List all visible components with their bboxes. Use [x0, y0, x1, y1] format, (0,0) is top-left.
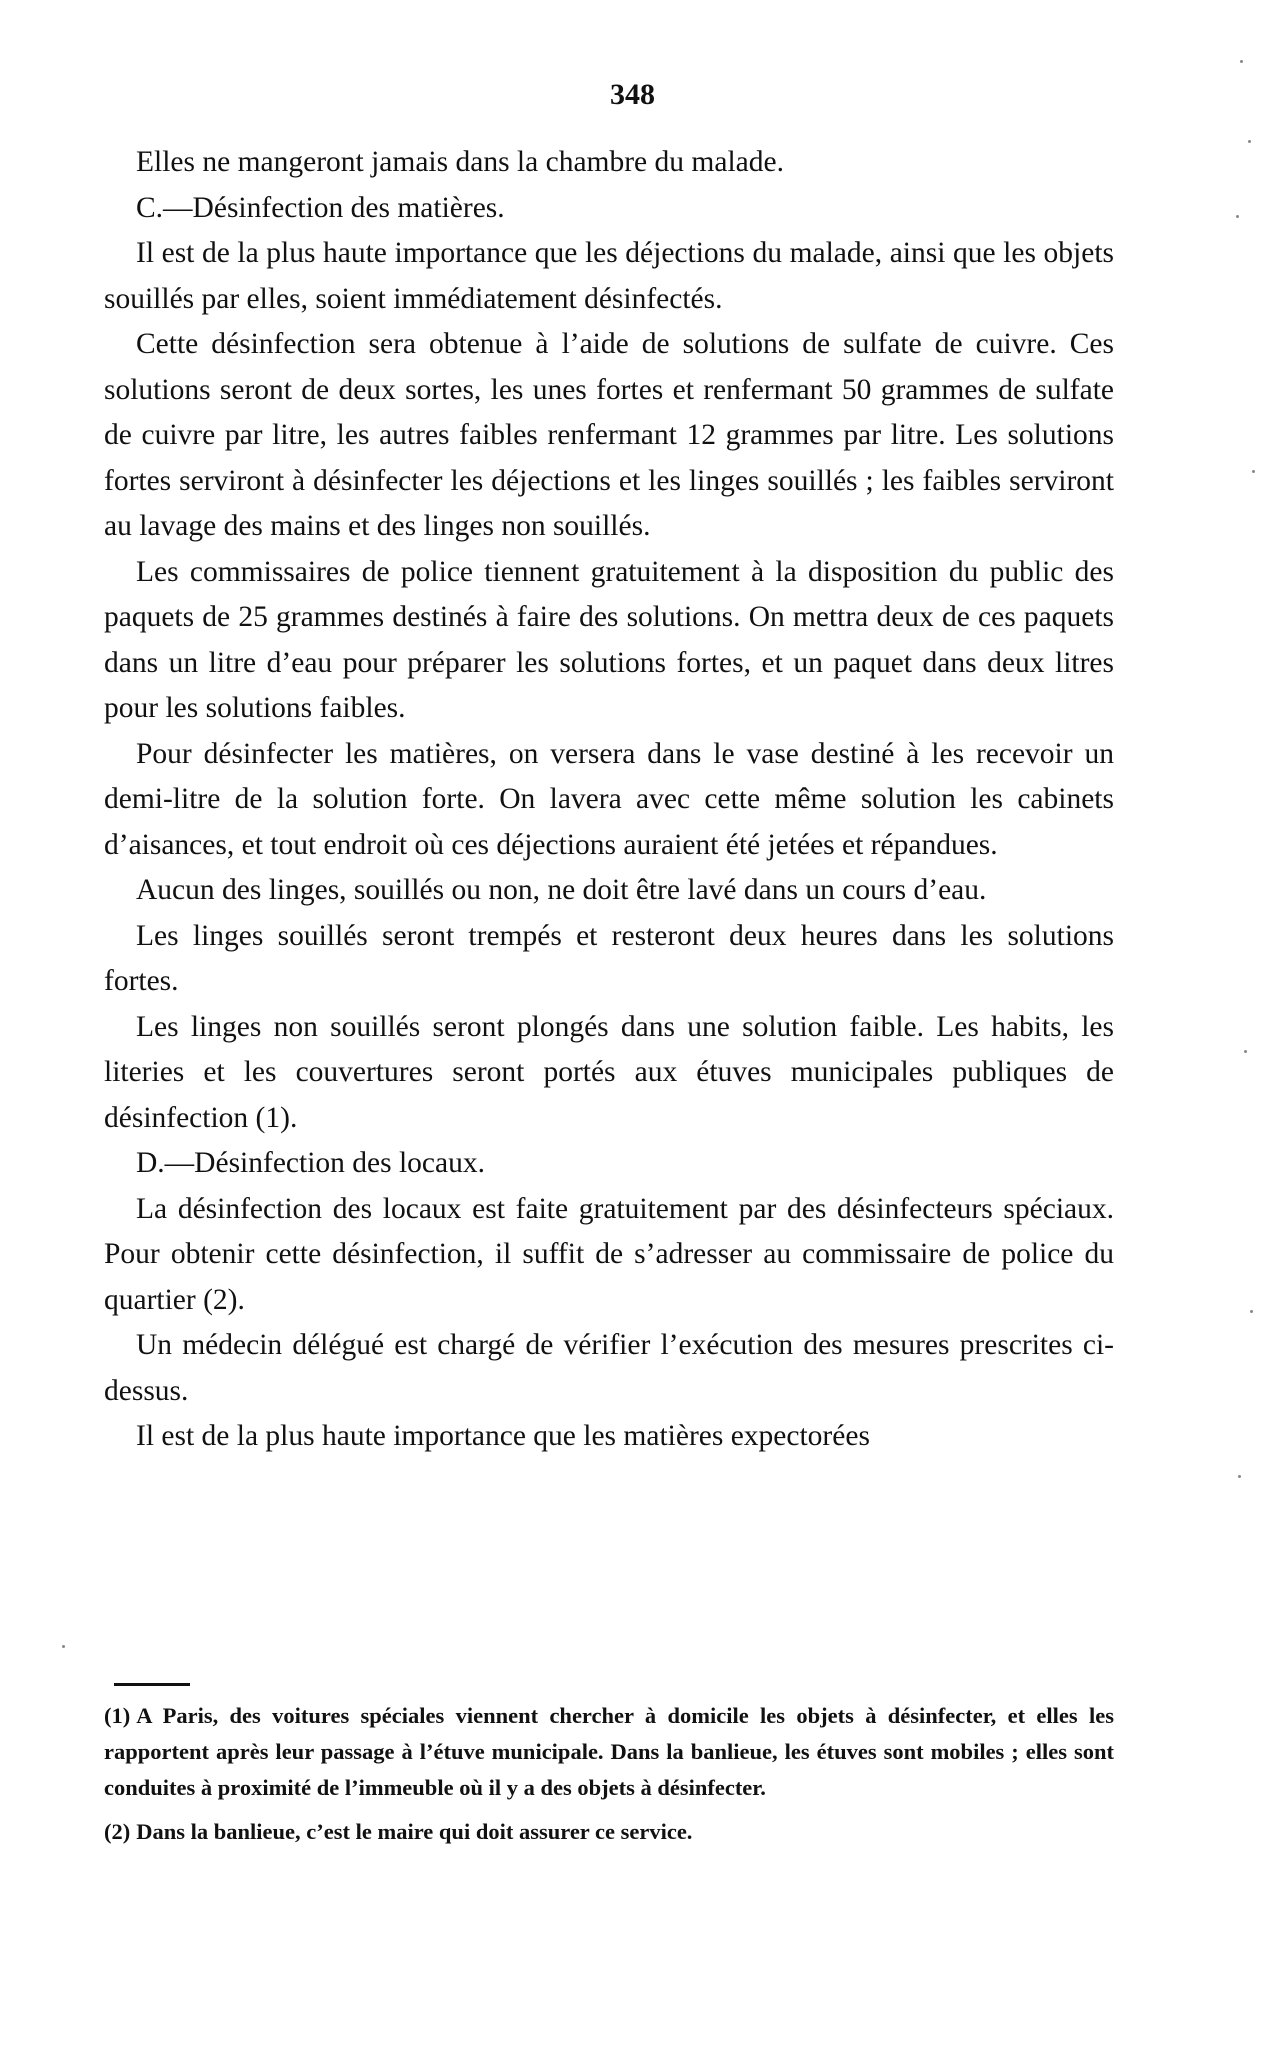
- body-text: [104, 140, 1114, 1460]
- paragraph: Les linges non souillés seront plongés dans une solution faible. Les habits, les literies et les couvertures seront portés aux étuves municipales publiques de désinfection (1).: [104, 1010, 1114, 1134]
- paragraph: Les linges souillés seront trempés et resteront deux heures dans les solutions fortes.: [104, 919, 1114, 997]
- footnotes: [104, 1698, 1114, 1850]
- page-number: 348: [610, 78, 655, 111]
- footnote: [104, 1698, 1114, 1806]
- paragraph: La désinfection des locaux est faite gratuitement par des désinfecteurs spéciaux. Pour obtenir cette désinfection, il suffit de s’adresser au commissaire de police du quartier (2).: [104, 1192, 1114, 1316]
- paragraph: Il est de la plus haute importance que les déjections du malade, ainsi que les objets souillés par elles, soient immédiatement désinfectés.: [104, 237, 1114, 315]
- footnote-text: Dans la banlieue, c’est le maire qui doit assurer ce service.: [136, 1819, 693, 1844]
- paragraph: Il est de la plus haute importance que les matières expectorées: [136, 1420, 870, 1452]
- paragraph: Pour désinfecter les matières, on versera dans le vase destiné à les recevoir un demi-litre de la solution forte. On lavera avec cette même solution les cabinets d’aisances, et tout endroit où ces déjections auraient été jetées et répandues.: [104, 737, 1114, 861]
- section-heading-c: C.—Désinfection des matières.: [136, 191, 505, 224]
- footnote-text: A Paris, des voitures spéciales viennent chercher à domicile les objets à désinfecter, et elles les rapportent après leur passage à l’étuve municipale. Dans la banlieue, les étuves sont mobiles ; elles sont conduites à proximité de l’immeuble où il y a des objets à désinfecter.: [104, 1703, 1114, 1800]
- paragraph: Les commissaires de police tiennent gratuitement à la disposition du public des paquets de 25 grammes destinés à faire des solutions. On mettra deux de ces paquets dans un litre d’eau pour préparer les solutions fortes, et un paquet dans deux litres pour les solutions faibles.: [104, 555, 1114, 724]
- section-heading-d: D.—Désinfection des locaux.: [136, 1147, 485, 1179]
- paragraph: Un médecin délégué est chargé de vérifier l’exécution des mesures prescrites ci-dessus.: [104, 1329, 1114, 1407]
- paragraph: Cette désinfection sera obtenue à l’aide de solutions de sulfate de cuivre. Ces solutions seront de deux sortes, les unes fortes et renfermant 50 grammes de sulfate de cuivre par litre, les autres faibles renfermant 12 grammes par litre. Les solutions fortes serviront à désinfecter les déjections et les linges souillés ; les faibles serviront au lavage des mains et des linges non souillés.: [104, 328, 1114, 542]
- paragraph: Elles ne mangeront jamais dans la chambre du malade.: [136, 146, 784, 178]
- footnote-mark: (2): [104, 1819, 131, 1844]
- paragraph: Aucun des linges, souillés ou non, ne doit être lavé dans un cours d’eau.: [136, 874, 987, 906]
- footnote-mark: (1): [104, 1703, 131, 1728]
- footnote-rule: [114, 1683, 190, 1686]
- footnote: [104, 1814, 1114, 1850]
